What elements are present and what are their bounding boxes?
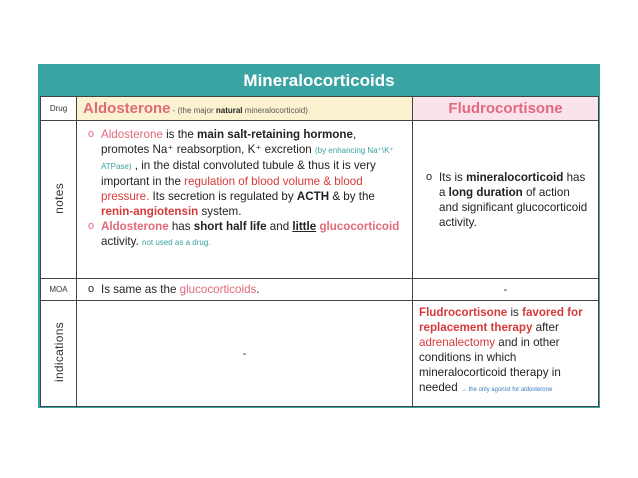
aldosterone-subtitle: - (the major natural mineralocorticoid)	[170, 106, 308, 115]
aldosterone-title: Aldosterone	[83, 100, 171, 117]
notes-row	[41, 121, 599, 279]
indications-row	[41, 301, 599, 407]
indications-label-cell	[41, 301, 77, 407]
aldosterone-moa: o Is same as the glucocorticoids.	[77, 279, 413, 301]
fludrocortisone-header: Fludrocortisone	[413, 97, 599, 121]
notes-label: notes	[51, 183, 66, 214]
notes-label-cell	[41, 121, 77, 279]
aldosterone-indications: -	[77, 301, 413, 407]
list-item: o Aldosterone has short half life and little glucocorticoid activity. not used as a drug.	[87, 220, 400, 248]
moa-label: MOA	[41, 279, 77, 301]
list-item: o Aldosterone is the main salt-retaining hormone, promotes Na⁺ reabsorption, K⁺ excretion (by enhancing Na⁺\K⁺ ATPase) , in the distal convoluted tubule & thus it is very important in the regulation of blood volume & blood pressure. Its secretion is regulated by ACTH & by the renin-angiotensin system.	[87, 128, 394, 218]
drug-label: Drug	[41, 97, 77, 121]
slide-title: Mineralocorticoids	[40, 66, 598, 96]
drug-table	[40, 96, 599, 407]
slide	[38, 64, 600, 408]
aldosterone-header	[77, 97, 413, 121]
indications-label: indications	[51, 322, 66, 383]
list-item: o Its is mineralocorticoid has a long duration of action and significant glucocorticoid activity.	[425, 170, 588, 229]
header-row	[41, 97, 599, 121]
aldosterone-notes	[77, 121, 413, 279]
moa-row	[41, 279, 599, 301]
fludrocortisone-notes	[413, 121, 599, 279]
fludrocortisone-moa: -	[413, 279, 599, 301]
fludrocortisone-indications: Fludrocortisone is favored for replacement therapy after adrenalectomy and in other conditions in which mineralocorticoid therapy in needed → the only agonist for aldosterone	[413, 301, 599, 407]
